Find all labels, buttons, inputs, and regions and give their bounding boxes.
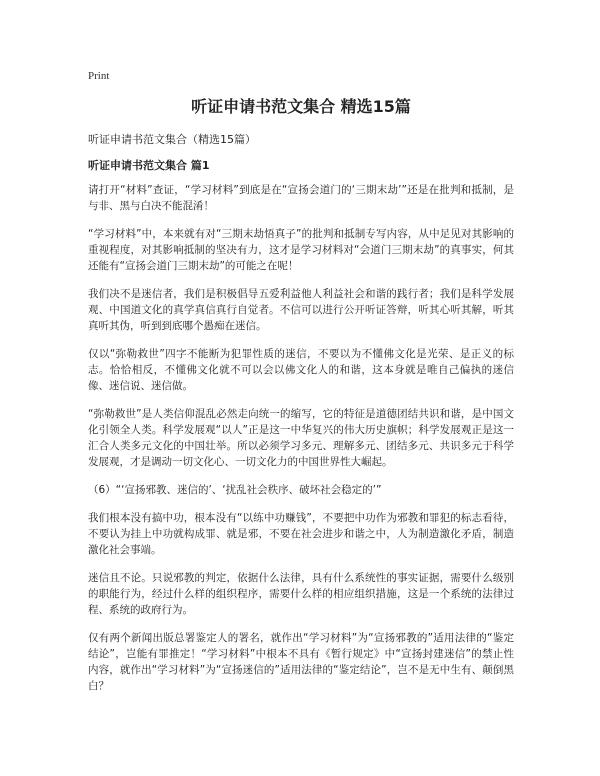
section-heading: 听证申请书范文集合 篇1 — [88, 159, 210, 172]
page-title: 听证申请书范文集合 精选15篇 — [191, 97, 411, 116]
paragraph: 请打开“材料”查证，“学习材料”到底是在“宣扬会道门的‘三期末劫’”还是在批判和抵制，是与非、黑与白决不能混淆！ — [88, 184, 514, 212]
paragraph: “弥勒救世”是人类信仰混乱必然走向统一的缩写，它的特征是道德团结共识和谐，是中国文化引领全人类。科学发展观“以人”正是这一中华复兴的伟大历史旗帜；科学发展观正是这一汇合人类多元文化的中国壮举。所以必须学习多元、理解多元、团结多元、共识多元于科学发展观，才是调动一切文化心、一切文化力的中国世界性大崛起。 — [88, 408, 514, 468]
paragraph: 仅以“弥勒救世”四字不能断为犯罪性质的迷信，不要以为不懂佛文化是光荣、是正义的标志。恰恰相反，不懂佛文化就不可以会以佛文化人的和谐，这本身就是唯自己偏执的迷信像、迷信说、迷信做。 — [88, 348, 514, 392]
paragraph: 迷信且不论。只说邪教的判定，依据什么法律，具有什么系统性的事实证据，需要什么级别的职能行为，经过什么样的组织程序，需要什么样的相应组织措施，这是一个系统的法律过程、系统的政府行为。 — [88, 572, 514, 616]
paragraph: 我们决不是迷信者，我们是积极倡导五爱利益他人利益社会和谐的践行者；我们是科学发展观、中国道文化的真学真信真行自觉者。不信可以进行公开听证答辩，听其心听其解，听其真听其伪，听到到底哪个愚痴在迷信。 — [88, 288, 514, 332]
paragraph: 仅有两个新闻出版总署鉴定人的署名，就作出“学习材料”为“宣扬邪教的”适用法律的“鉴定结论”，岂能有罪推定！“学习材料”中根本不具有《暂行规定》中“宣扬封建迷信”的禁止性内容，就作出“学习材料”为“宣扬迷信的”适用法律的“鉴定结论”，岂不是无中生有、颠倒黑白？ — [88, 632, 514, 692]
paragraph-item-6: （6）“‘宣扬邪教、迷信的’、‘扰乱社会秩序、破坏社会稳定的’” — [88, 484, 382, 496]
document-page — [88, 70, 514, 706]
paragraph: “学习材料”中，本来就有对“三期末劫悟真子”的批判和抵制专写内容，从中足见对其影响的重视程度，对其影响抵制的坚决有力，这才是学习材料对“会道门三期末劫”的真事实，何其还能有“宣扬会道门三期末劫”的可能之在呢！ — [88, 228, 514, 272]
paragraph: 我们根本没有搞中功，根本没有“以练中功赚钱”，不要把中功作为邪教和罪犯的标志看待，不要认为挂上中功就构成罪、就是邪，不要在社会进步和谐之中，人为制造激化矛盾，制造激化社会事端。 — [88, 512, 514, 556]
print-link[interactable]: Print — [88, 70, 110, 82]
document-subtitle: 听证申请书范文集合（精选15篇） — [88, 133, 256, 146]
